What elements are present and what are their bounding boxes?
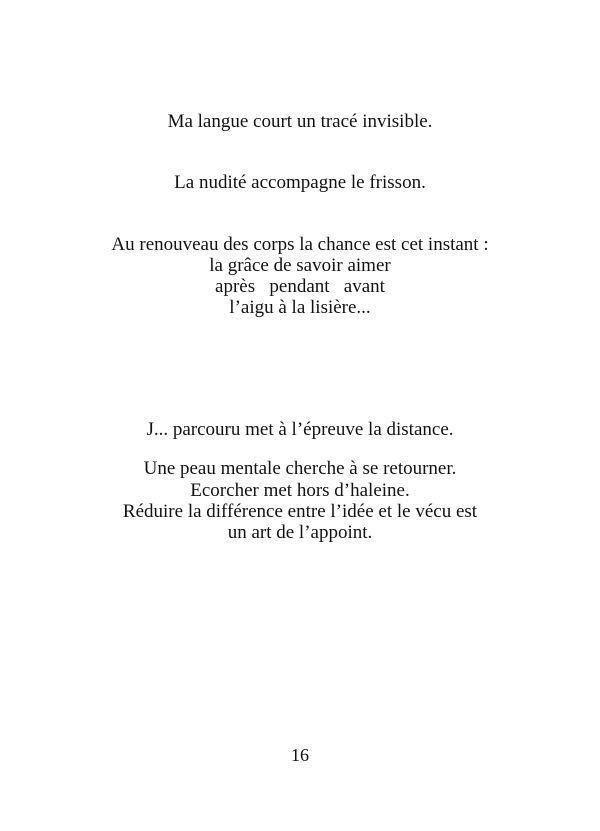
poem-line: la grâce de savoir aimer <box>209 255 391 276</box>
poem-line: après pendant avant <box>215 276 385 297</box>
page-number: 16 <box>291 745 309 765</box>
poem-line: Au renouveau des corps la chance est cet instant : <box>111 234 489 255</box>
poem-line: Réduire la différence entre l’idée et le vécu est <box>122 501 478 522</box>
poem-line: J... parcouru met à l’épreuve la distance. <box>146 419 454 440</box>
poem-line: La nudité accompagne le frisson. <box>174 172 426 193</box>
poem-line: Une peau mentale cherche à se retourner. <box>143 458 457 479</box>
poem-line: Ecorcher met hors d’haleine. <box>190 480 410 501</box>
poem-line: un art de l’appoint. <box>227 522 373 543</box>
poem-line: l’aigu à la lisière... <box>229 297 371 318</box>
poem-line: Ma langue court un tracé invisible. <box>167 111 433 132</box>
